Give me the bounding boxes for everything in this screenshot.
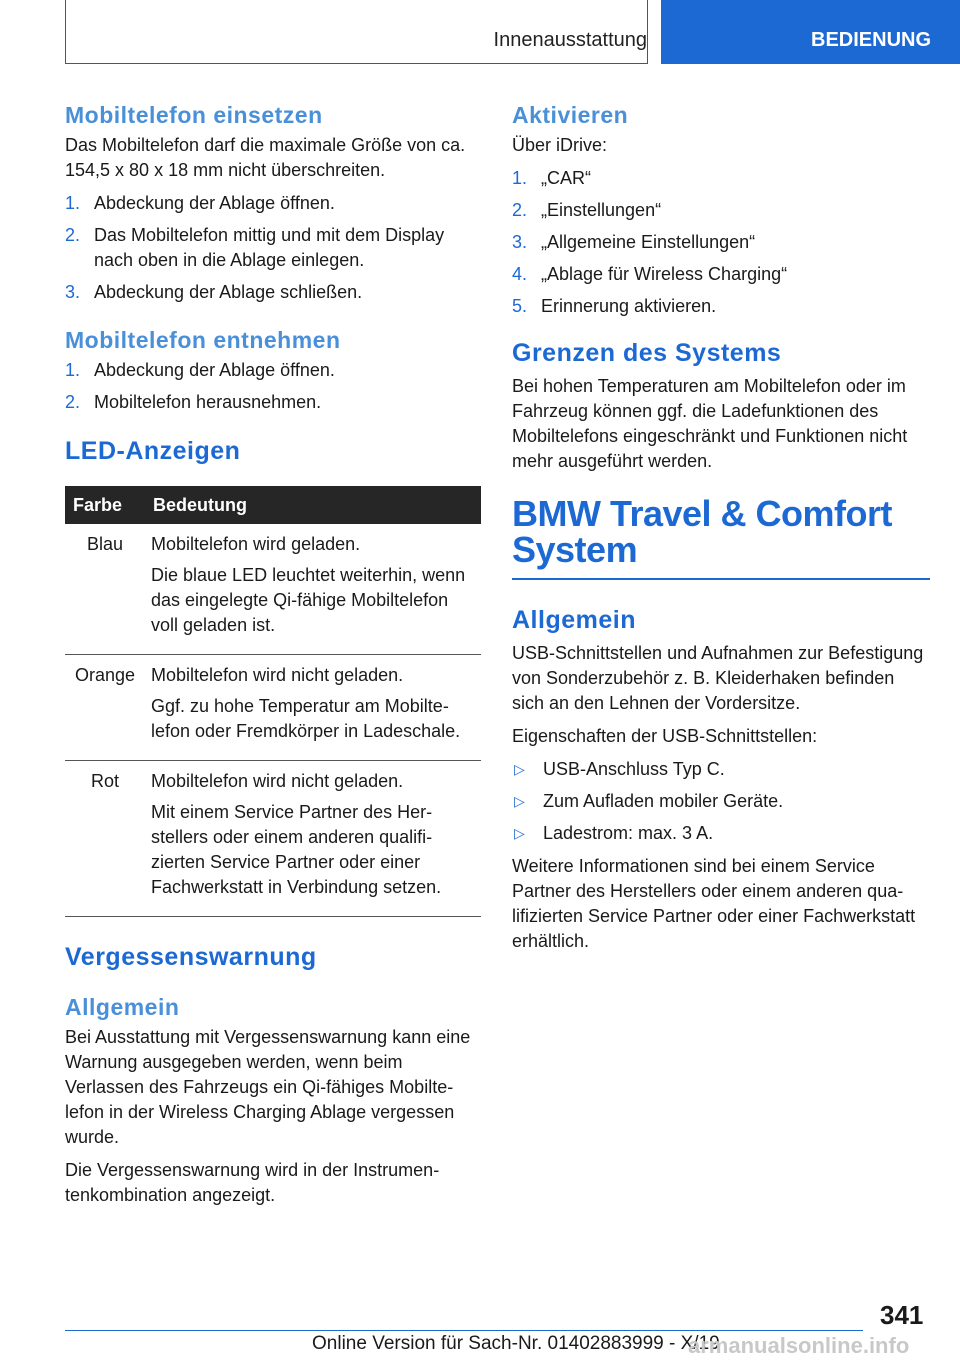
usb-list	[512, 757, 930, 846]
table-row	[65, 524, 481, 655]
list-item	[512, 262, 930, 287]
step-number: 2.	[65, 225, 81, 245]
step-text: „Ablage für Wireless Charging“	[541, 264, 788, 284]
remove-steps	[65, 358, 483, 415]
step-number: 1.	[65, 360, 81, 380]
bmw-title-line-1: BMW Travel & Comfort	[512, 493, 893, 534]
led-meaning	[145, 524, 481, 655]
step-text: Abdeckung der Ablage öffnen.	[94, 360, 335, 380]
header-section-title: Innenausstattung	[493, 29, 647, 51]
list-item	[512, 789, 930, 814]
left-column	[65, 102, 483, 1216]
table-row	[65, 761, 481, 917]
list-item	[512, 757, 930, 782]
table-header-meaning: Bedeutung	[145, 486, 481, 524]
list-item	[65, 280, 483, 305]
table-header-color: Farbe	[65, 486, 145, 524]
header-chapter-tab	[661, 0, 960, 64]
activate-intro: Über iDrive:	[512, 135, 608, 155]
step-number: 1.	[65, 193, 81, 213]
triangle-bullet-icon: ▷	[514, 825, 525, 841]
insert-steps	[65, 191, 483, 305]
forget-title: Vergessenswarnung	[65, 943, 317, 971]
bullet-text: USB-Anschluss Typ C.	[543, 759, 725, 779]
step-text: Mobiltelefon herausnehmen.	[94, 392, 322, 412]
step-number: 3.	[512, 232, 528, 252]
step-text: „Einstellungen“	[541, 200, 662, 220]
general-title: Allgemein	[512, 606, 636, 634]
led-meaning	[145, 761, 481, 917]
meaning-line: Ggf. zu hohe Temperatur am Mobiltelefon oder Fremdkörper in Ladeschale.	[151, 696, 461, 741]
step-text: „Allgemeine Einstellungen“	[541, 232, 756, 252]
step-text: Das Mobiltelefon mittig und mit dem Display nach oben in die Ablage einlegen.	[94, 225, 445, 270]
activate-title: Aktivieren	[512, 102, 629, 128]
list-item	[65, 191, 483, 216]
led-color: Rot	[65, 761, 145, 917]
list-item	[512, 821, 930, 846]
meaning-line: Mobiltelefon wird nicht geladen.	[151, 771, 404, 791]
limits-paragraph: Bei hohen Temperaturen am Mobiltelefon oder im Fahrzeug können ggf. die Ladefunktionen des Mobiltelefons eingeschränkt und Funktionen nicht mehr ausgeführt werden.	[512, 376, 908, 471]
insert-title: Mobiltelefon einsetzen	[65, 102, 323, 128]
triangle-bullet-icon: ▷	[514, 793, 525, 809]
list-item	[65, 390, 483, 415]
general-paragraph-3: Weitere Informationen sind bei einem Service Partner des Herstellers oder einem anderen qualifizierten Service Partner oder einer Fachwerkstatt erhältlich.	[512, 856, 916, 951]
step-number: 1.	[512, 168, 528, 188]
general-paragraph-2: Eigenschaften der USB-Schnittstellen:	[512, 726, 818, 746]
meaning-line: Mit einem Service Partner des Herstellers oder einem anderen qualifizierten Service Partner oder einer Fachwerkstatt in Verbindung setzen.	[151, 802, 442, 897]
led-meaning	[145, 655, 481, 761]
header-chapter-label: BEDIENUNG	[811, 29, 932, 51]
table-row	[65, 655, 481, 761]
limits-title: Grenzen des Systems	[512, 339, 782, 367]
page-number: 341	[880, 1300, 924, 1330]
led-title: LED-Anzeigen	[65, 437, 241, 465]
step-text: „CAR“	[541, 168, 591, 188]
right-column	[512, 102, 930, 962]
step-number: 4.	[512, 264, 528, 284]
step-number: 2.	[65, 392, 81, 412]
forget-paragraph-2: Die Vergessenswarnung wird in der Instrumentenkombination angezeigt.	[65, 1160, 440, 1205]
step-text: Abdeckung der Ablage schließen.	[94, 282, 363, 302]
watermark: armanualsonline.info	[688, 1333, 910, 1358]
meaning-line: Mobiltelefon wird geladen.	[151, 534, 361, 554]
list-item	[65, 358, 483, 383]
table-header-row	[65, 486, 481, 524]
list-item	[512, 166, 930, 191]
insert-intro: Das Mobiltelefon darf die maximale Größe von ca. 154,5 x 80 x 18 mm nicht überschreiten.	[65, 135, 466, 180]
step-text: Abdeckung der Ablage öffnen.	[94, 193, 335, 213]
general-paragraph-1: USB-Schnittstellen und Aufnahmen zur Befestigung von Sonderzubehör z. B. Kleiderhaken befinden sich an den Lehnen der Vordersitze.	[512, 643, 924, 713]
list-item	[512, 294, 930, 319]
bullet-text: Ladestrom: max. 3 A.	[543, 823, 714, 843]
triangle-bullet-icon: ▷	[514, 761, 525, 777]
bmw-chapter-title	[512, 493, 930, 570]
led-color: Blau	[65, 524, 145, 655]
step-number: 5.	[512, 296, 528, 316]
list-item	[512, 230, 930, 255]
forget-subtitle: Allgemein	[65, 994, 180, 1020]
led-color: Orange	[65, 655, 145, 761]
bmw-title-line-2: System	[512, 529, 638, 570]
forget-paragraph-1: Bei Ausstattung mit Vergessenswarnung kann eine Warnung ausgegeben werden, wenn beim Verlassen des Fahrzeugs ein Qi-fähiges Mobiltelefon in der Wireless Charging Ablage vergessen wurde.	[65, 1027, 471, 1147]
chapter-divider	[512, 578, 930, 580]
meaning-line: Mobiltelefon wird nicht geladen.	[151, 665, 404, 685]
list-item	[65, 223, 483, 273]
step-text: Erinnerung aktivieren.	[541, 296, 717, 316]
step-number: 3.	[65, 282, 81, 302]
led-table	[65, 486, 481, 917]
footer-divider	[65, 1330, 863, 1331]
footer-online-version: Online Version für Sach-Nr. 01402883999 - X/19	[312, 1333, 720, 1354]
list-item	[512, 198, 930, 223]
bullet-text: Zum Aufladen mobiler Geräte.	[543, 791, 784, 811]
remove-title: Mobiltelefon entnehmen	[65, 327, 341, 353]
activate-steps	[512, 166, 930, 319]
step-number: 2.	[512, 200, 528, 220]
meaning-line: Die blaue LED leuchtet weiterhin, wenn das eingelegte Qi-fähige Mobiltelefon voll geladen ist.	[151, 565, 466, 635]
